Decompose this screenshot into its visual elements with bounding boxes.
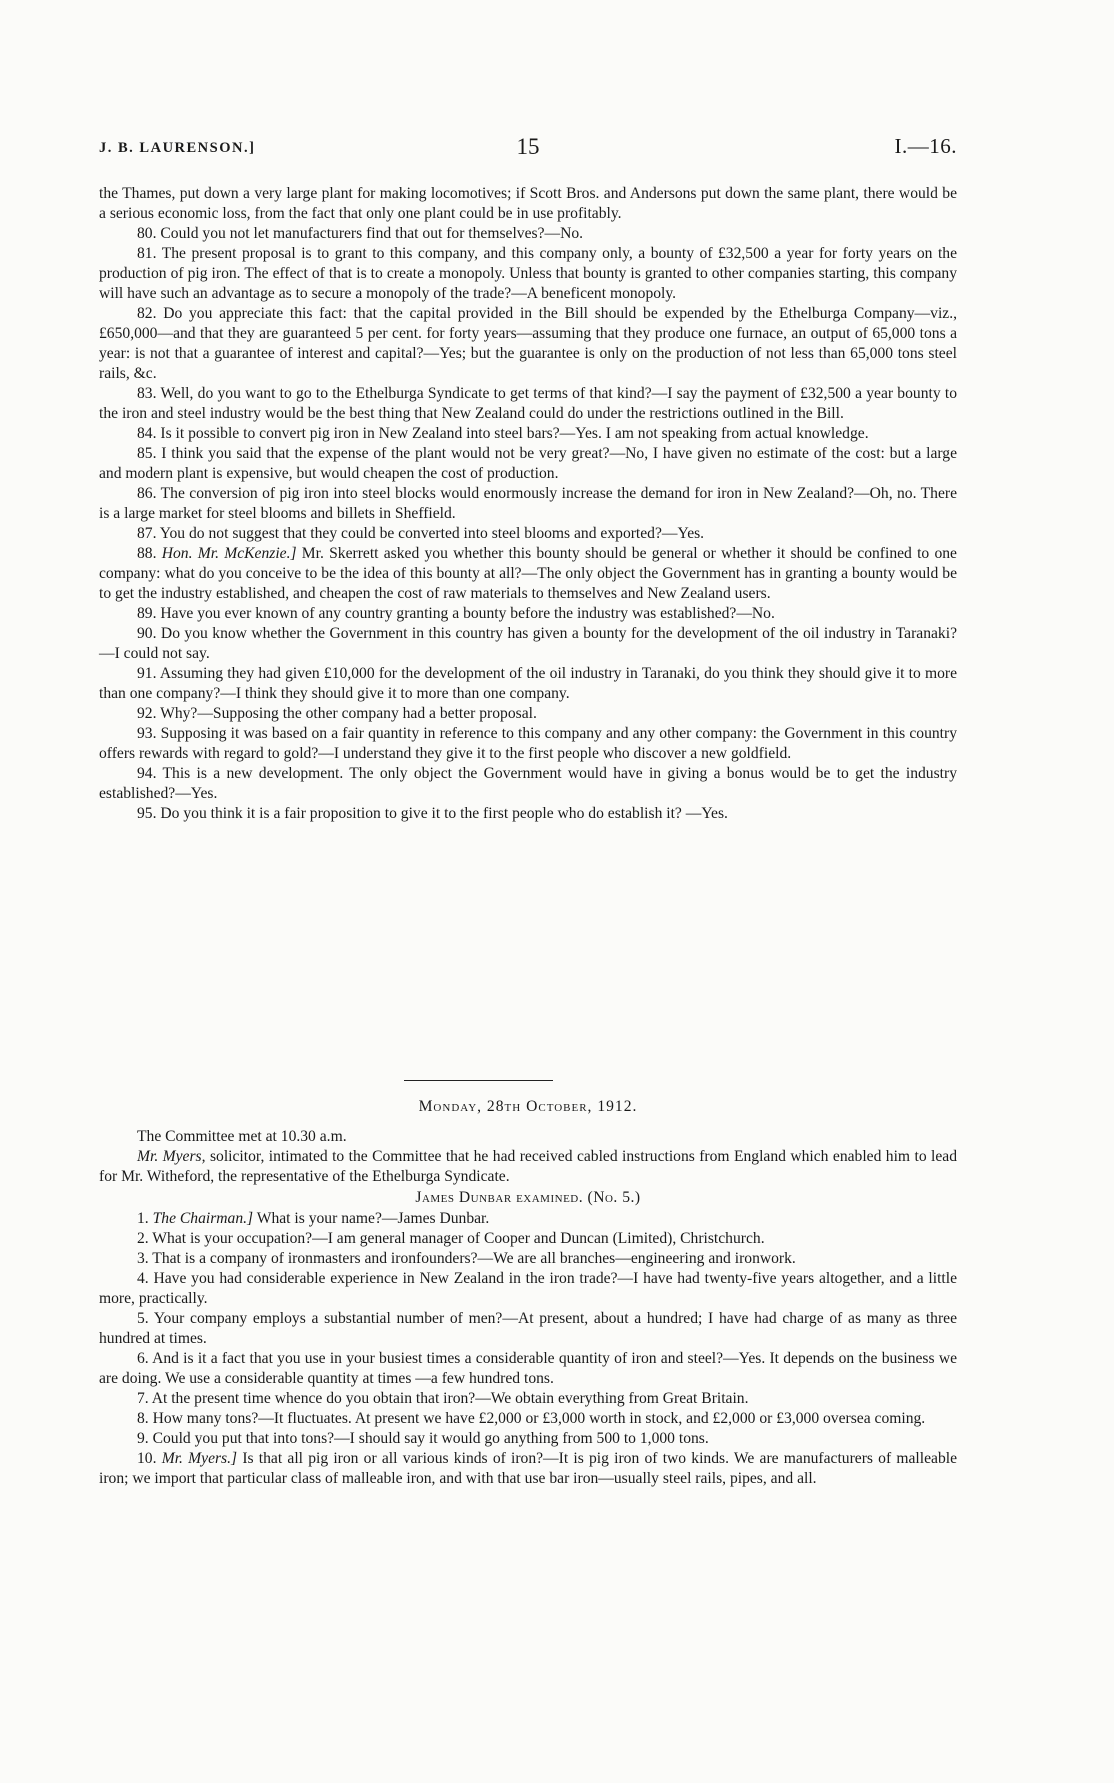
committee-opening: The Committee met at 10.30 a.m.	[137, 1128, 347, 1145]
witness-name: J. B. LAURENSON.]	[99, 140, 256, 156]
question-86: 86. The conversion of pig iron into steel blocks would enormously increase the demand for iron in New Zealand?—Oh, no. There is a large market for steel blooms and billets in Sheffield.	[99, 485, 957, 522]
question-4: 4. Have you had considerable experience in New Zealand in the iron trade?—I have had twenty-five years altogether, and a little more, practically.	[99, 1270, 957, 1307]
question-82: 82. Do you appreciate this fact: that the capital provided in the Bill should be expended by the Ethelburga Company—viz., £650,000—and that they are guaranteed 5 per cent. for forty years—assuming that they produce one furnace, an output of 65,000 tons a year: is not that a guarantee of interest and capital?—Yes; but the guarantee is only on the production of not less than 65,000 tons steel rails, &c.	[99, 305, 957, 382]
question-89: 89. Have you ever known of any country granting a bounty before the industry was established?—No.	[137, 605, 775, 622]
question-number: 1.	[137, 1210, 149, 1227]
question-number: 88.	[137, 545, 157, 562]
question-text: What is your name?—James Dunbar.	[256, 1210, 490, 1227]
question-7: 7. At the present time whence do you obtain that iron?—We obtain everything from Great Britain.	[137, 1390, 749, 1407]
questioner-name: Hon. Mr. McKenzie.]	[161, 545, 297, 562]
question-84: 84. Is it possible to convert pig iron in New Zealand into steel bars?—Yes. I am not speaking from actual knowledge.	[137, 425, 869, 442]
question-1	[99, 1209, 957, 1229]
question-9: 9. Could you put that into tons?—I should say it would go anything from 500 to 1,000 tons.	[137, 1430, 709, 1447]
question-85: 85. I think you said that the expense of the plant would not be very great?—No, I have given no estimate of the cost: but a large and modern plant is expensive, but would cheapen the cost of production.	[99, 445, 957, 482]
question-91: 91. Assuming they had given £10,000 for the development of the oil industry in Taranaki, do you think they should give it to more than one company?—I think they should give it to more than one company.	[99, 665, 957, 702]
questioner-name: The Chairman.]	[152, 1210, 254, 1227]
page-header	[99, 134, 957, 164]
speaker-name: Mr. Myers,	[137, 1148, 206, 1165]
question-3: 3. That is a company of ironmasters and ironfounders?—We are all branches—engineering and ironwork.	[137, 1250, 796, 1267]
myers-intimation	[99, 1147, 957, 1187]
question-83: 83. Well, do you want to go to the Ethelburga Syndicate to get terms of that kind?—I say the payment of £32,500 a year bounty to the iron and steel industry would be the best thing that New Zealand could do under the restrictions outlined in the Bill.	[99, 385, 957, 422]
question-95: 95. Do you think it is a fair proposition to give it to the first people who do establish it? —Yes.	[137, 805, 728, 822]
witness-examined-heading: James Dunbar examined. (No. 5.)	[415, 1189, 641, 1206]
sitting-date-heading: Monday, 28th October, 1912.	[418, 1098, 638, 1115]
question-93: 93. Supposing it was based on a fair quantity in reference to this company and any other company: the Government in this country offers rewards with regard to gold?—I understand they give it to the first people who discover a new goldfield.	[99, 725, 957, 762]
evidence-section-dunbar	[99, 1127, 957, 1489]
question-87: 87. You do not suggest that they could be converted into steel blooms and exported?—Yes.	[137, 525, 705, 542]
question-81: 81. The present proposal is to grant to this company, and this company only, a bounty of £32,500 a year for forty years on the production of pig iron. The effect of that is to create a monopoly. Unless that bounty is granted to other companies starting, this company will have such an advantage as to secure a monopoly of the trade?—A beneficent monopoly.	[99, 245, 957, 302]
question-88	[99, 544, 957, 604]
continued-answer: the Thames, put down a very large plant for making locomotives; if Scott Bros. and Andersons put down the same plant, there would be a serious economic loss, from the fact that only one plant could be in use profitably.	[99, 185, 957, 222]
page-number: 15	[516, 134, 540, 159]
questioner-name: Mr. Myers.]	[161, 1450, 238, 1467]
question-8: 8. How many tons?—It fluctuates. At present we have £2,000 or £3,000 worth in stock, and £2,000 or £3,000 oversea coming.	[137, 1410, 926, 1427]
question-92: 92. Why?—Supposing the other company had a better proposal.	[137, 705, 537, 722]
question-80: 80. Could you not let manufacturers find that out for themselves?—No.	[137, 225, 584, 242]
question-90: 90. Do you know whether the Government in this country has given a bounty for the development of the oil industry in Taranaki?—I could not say.	[99, 625, 957, 662]
question-text: Is that all pig iron or all various kinds of iron?—It is pig iron of two kinds. We are manufacturers of malleable iron; we import that particular class of malleable iron, and with that use bar iron—usually steel rails, pipes, and all.	[99, 1450, 957, 1487]
intimation-text: solicitor, intimated to the Committee that he had received cabled instructions from England which enabled him to lead for Mr. Witheford, the representative of the Ethelburga Syndicate.	[99, 1148, 958, 1185]
evidence-section-laurenson	[99, 184, 957, 824]
question-10	[99, 1449, 957, 1489]
paper-reference: I.—16.	[894, 134, 957, 158]
question-number: 10.	[137, 1450, 157, 1467]
section-divider	[404, 1080, 553, 1081]
question-6: 6. And is it a fact that you use in your busiest times a considerable quantity of iron and steel?—Yes. It depends on the business we are doing. We use a considerable quantity at times —a few hundred tons.	[99, 1350, 957, 1387]
question-94: 94. This is a new development. The only object the Government would have in giving a bonus would be to get the industry established?—Yes.	[99, 765, 957, 802]
question-text: Mr. Skerrett asked you whether this bounty should be general or whether it should be confined to one company: what do you conceive to be the idea of this bounty at all?—The only object the Government has in granting a bounty would be to get the industry established, and cheapen the cost of raw materials to themselves and New Zealand users.	[99, 545, 957, 602]
question-5: 5. Your company employs a substantial number of men?—At present, about a hundred; I have had charge of as many as three hundred at times.	[99, 1310, 957, 1347]
question-2: 2. What is your occupation?—I am general manager of Cooper and Duncan (Limited), Christchurch.	[137, 1230, 765, 1247]
